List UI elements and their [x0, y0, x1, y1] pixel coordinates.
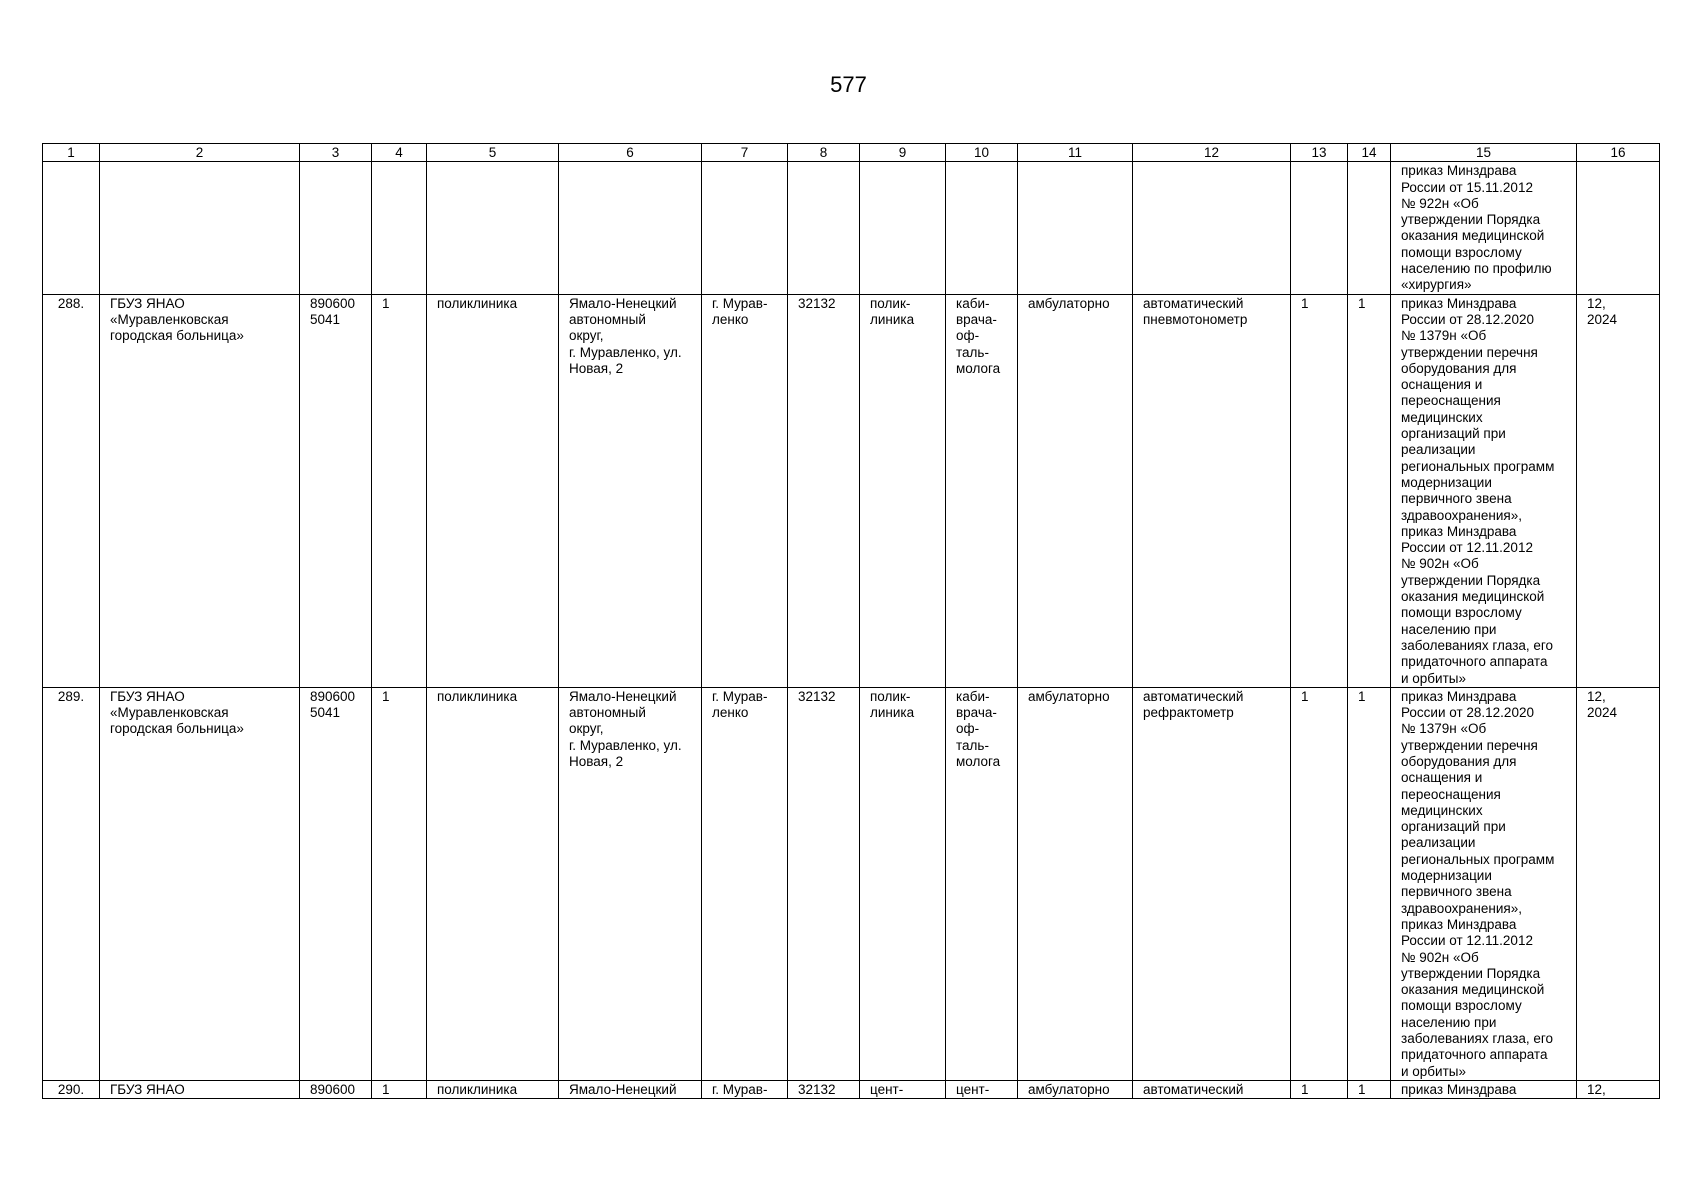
table-cell	[1018, 162, 1133, 294]
legal-basis-cell: приказ Минздрава России от 28.12.2020 № 1379н «Об утверждении перечня оборудования для оснащения и переоснащения медицинских организаций при реализации региональных программ модернизации первичного звена здравоохранения», приказ Минздрава России от 12.11.2012 № 902н «Об утверждении Порядка оказания медицинской помощи взрослому населению при заболеваниях глаза, его придаточного аппарата и орбиты»	[1391, 687, 1577, 1080]
address: Ямало-Ненецкий	[559, 1080, 702, 1098]
city: г. Мурав- ленко	[702, 294, 788, 687]
table-cell	[559, 162, 702, 294]
column-number: 8	[788, 144, 860, 162]
table-cell: 32132	[788, 294, 860, 687]
table-cell	[43, 162, 100, 294]
column-number: 2	[100, 144, 300, 162]
legal-basis-cell: приказ Минздрава России от 28.12.2020 № 1379н «Об утверждении перечня оборудования для оснащения и переоснащения медицинских организаций при реализации региональных программ модернизации первичного звена здравоохранения», приказ Минздрава России от 12.11.2012 № 902н «Об утверждении Порядка оказания медицинской помощи взрослому населению при заболеваниях глаза, его придаточного аппарата и орбиты»	[1391, 294, 1577, 687]
equipment-name: автоматический рефрактометр	[1133, 687, 1291, 1080]
column-number: 5	[427, 144, 559, 162]
quantity: 1	[1291, 1080, 1348, 1098]
column-number-row	[43, 144, 1660, 162]
row-number: 288.	[43, 294, 100, 687]
continuation-row	[43, 162, 1660, 294]
table-cell	[427, 162, 559, 294]
column-number: 15	[1391, 144, 1577, 162]
table-cell	[100, 162, 300, 294]
organization-name: ГБУЗ ЯНАО «Муравленковская городская больница»	[100, 294, 300, 687]
table-cell	[702, 162, 788, 294]
table-cell	[1133, 162, 1291, 294]
quantity: 1	[1291, 294, 1348, 687]
table-cell	[946, 162, 1018, 294]
column-number: 9	[860, 144, 946, 162]
table-row	[43, 1080, 1660, 1098]
facility-type: поликлиника	[427, 1080, 559, 1098]
column-number: 3	[300, 144, 372, 162]
care-conditions: амбулаторно	[1018, 294, 1133, 687]
organization-name: ГБУЗ ЯНАО «Муравленковская городская больница»	[100, 687, 300, 1080]
table-cell	[300, 162, 372, 294]
table-row	[43, 294, 1660, 687]
care-conditions: амбулаторно	[1018, 687, 1133, 1080]
column-number: 16	[1577, 144, 1660, 162]
quantity: 1	[1348, 687, 1391, 1080]
organization-code: 890600	[300, 1080, 372, 1098]
organization-code: 890600 5041	[300, 294, 372, 687]
quantity: 1	[1348, 1080, 1391, 1098]
equipment-name: автоматический	[1133, 1080, 1291, 1098]
table-cell	[372, 162, 427, 294]
table-cell	[860, 162, 946, 294]
table-cell	[788, 162, 860, 294]
table-cell	[1348, 162, 1391, 294]
row-number: 290.	[43, 1080, 100, 1098]
column-number: 7	[702, 144, 788, 162]
equipment-name: автоматический пневмотонометр	[1133, 294, 1291, 687]
room: каби- врача- оф- таль- молога	[946, 687, 1018, 1080]
organization-code: 890600 5041	[300, 687, 372, 1080]
table-row	[43, 687, 1660, 1080]
table-cell	[1291, 162, 1348, 294]
department: полик- линика	[860, 294, 946, 687]
department: полик- линика	[860, 687, 946, 1080]
equipment-table	[42, 143, 1660, 1099]
table-cell: 1	[372, 294, 427, 687]
column-number: 11	[1018, 144, 1133, 162]
city: г. Мурав-	[702, 1080, 788, 1098]
date-cell: 12, 2024	[1577, 294, 1660, 687]
address: Ямало-Ненецкий автономный округ, г. Муравленко, ул. Новая, 2	[559, 687, 702, 1080]
table-cell	[1577, 162, 1660, 294]
department: цент-	[860, 1080, 946, 1098]
page-number: 577	[830, 72, 867, 97]
table-cell: 32132	[788, 1080, 860, 1098]
legal-basis-cell: приказ Минздрава	[1391, 1080, 1577, 1098]
table-cell: 1	[372, 1080, 427, 1098]
date-cell: 12,	[1577, 1080, 1660, 1098]
column-number: 1	[43, 144, 100, 162]
column-number: 14	[1348, 144, 1391, 162]
quantity: 1	[1291, 687, 1348, 1080]
quantity: 1	[1348, 294, 1391, 687]
city: г. Мурав- ленко	[702, 687, 788, 1080]
care-conditions: амбулаторно	[1018, 1080, 1133, 1098]
address: Ямало-Ненецкий автономный округ, г. Муравленко, ул. Новая, 2	[559, 294, 702, 687]
date-cell: 12, 2024	[1577, 687, 1660, 1080]
column-number: 13	[1291, 144, 1348, 162]
row-number: 289.	[43, 687, 100, 1080]
table-cell: 32132	[788, 687, 860, 1080]
facility-type: поликлиника	[427, 687, 559, 1080]
organization-name: ГБУЗ ЯНАО	[100, 1080, 300, 1098]
column-number: 10	[946, 144, 1018, 162]
table-cell: 1	[372, 687, 427, 1080]
facility-type: поликлиника	[427, 294, 559, 687]
column-number: 12	[1133, 144, 1291, 162]
legal-basis-cell: приказ Минздрава России от 15.11.2012 № 922н «Об утверждении Порядка оказания медицинской помощи взрослому населению по профилю «хирургия»	[1391, 162, 1577, 294]
column-number: 6	[559, 144, 702, 162]
room: каби- врача- оф- таль- молога	[946, 294, 1018, 687]
room: цент-	[946, 1080, 1018, 1098]
column-number: 4	[372, 144, 427, 162]
